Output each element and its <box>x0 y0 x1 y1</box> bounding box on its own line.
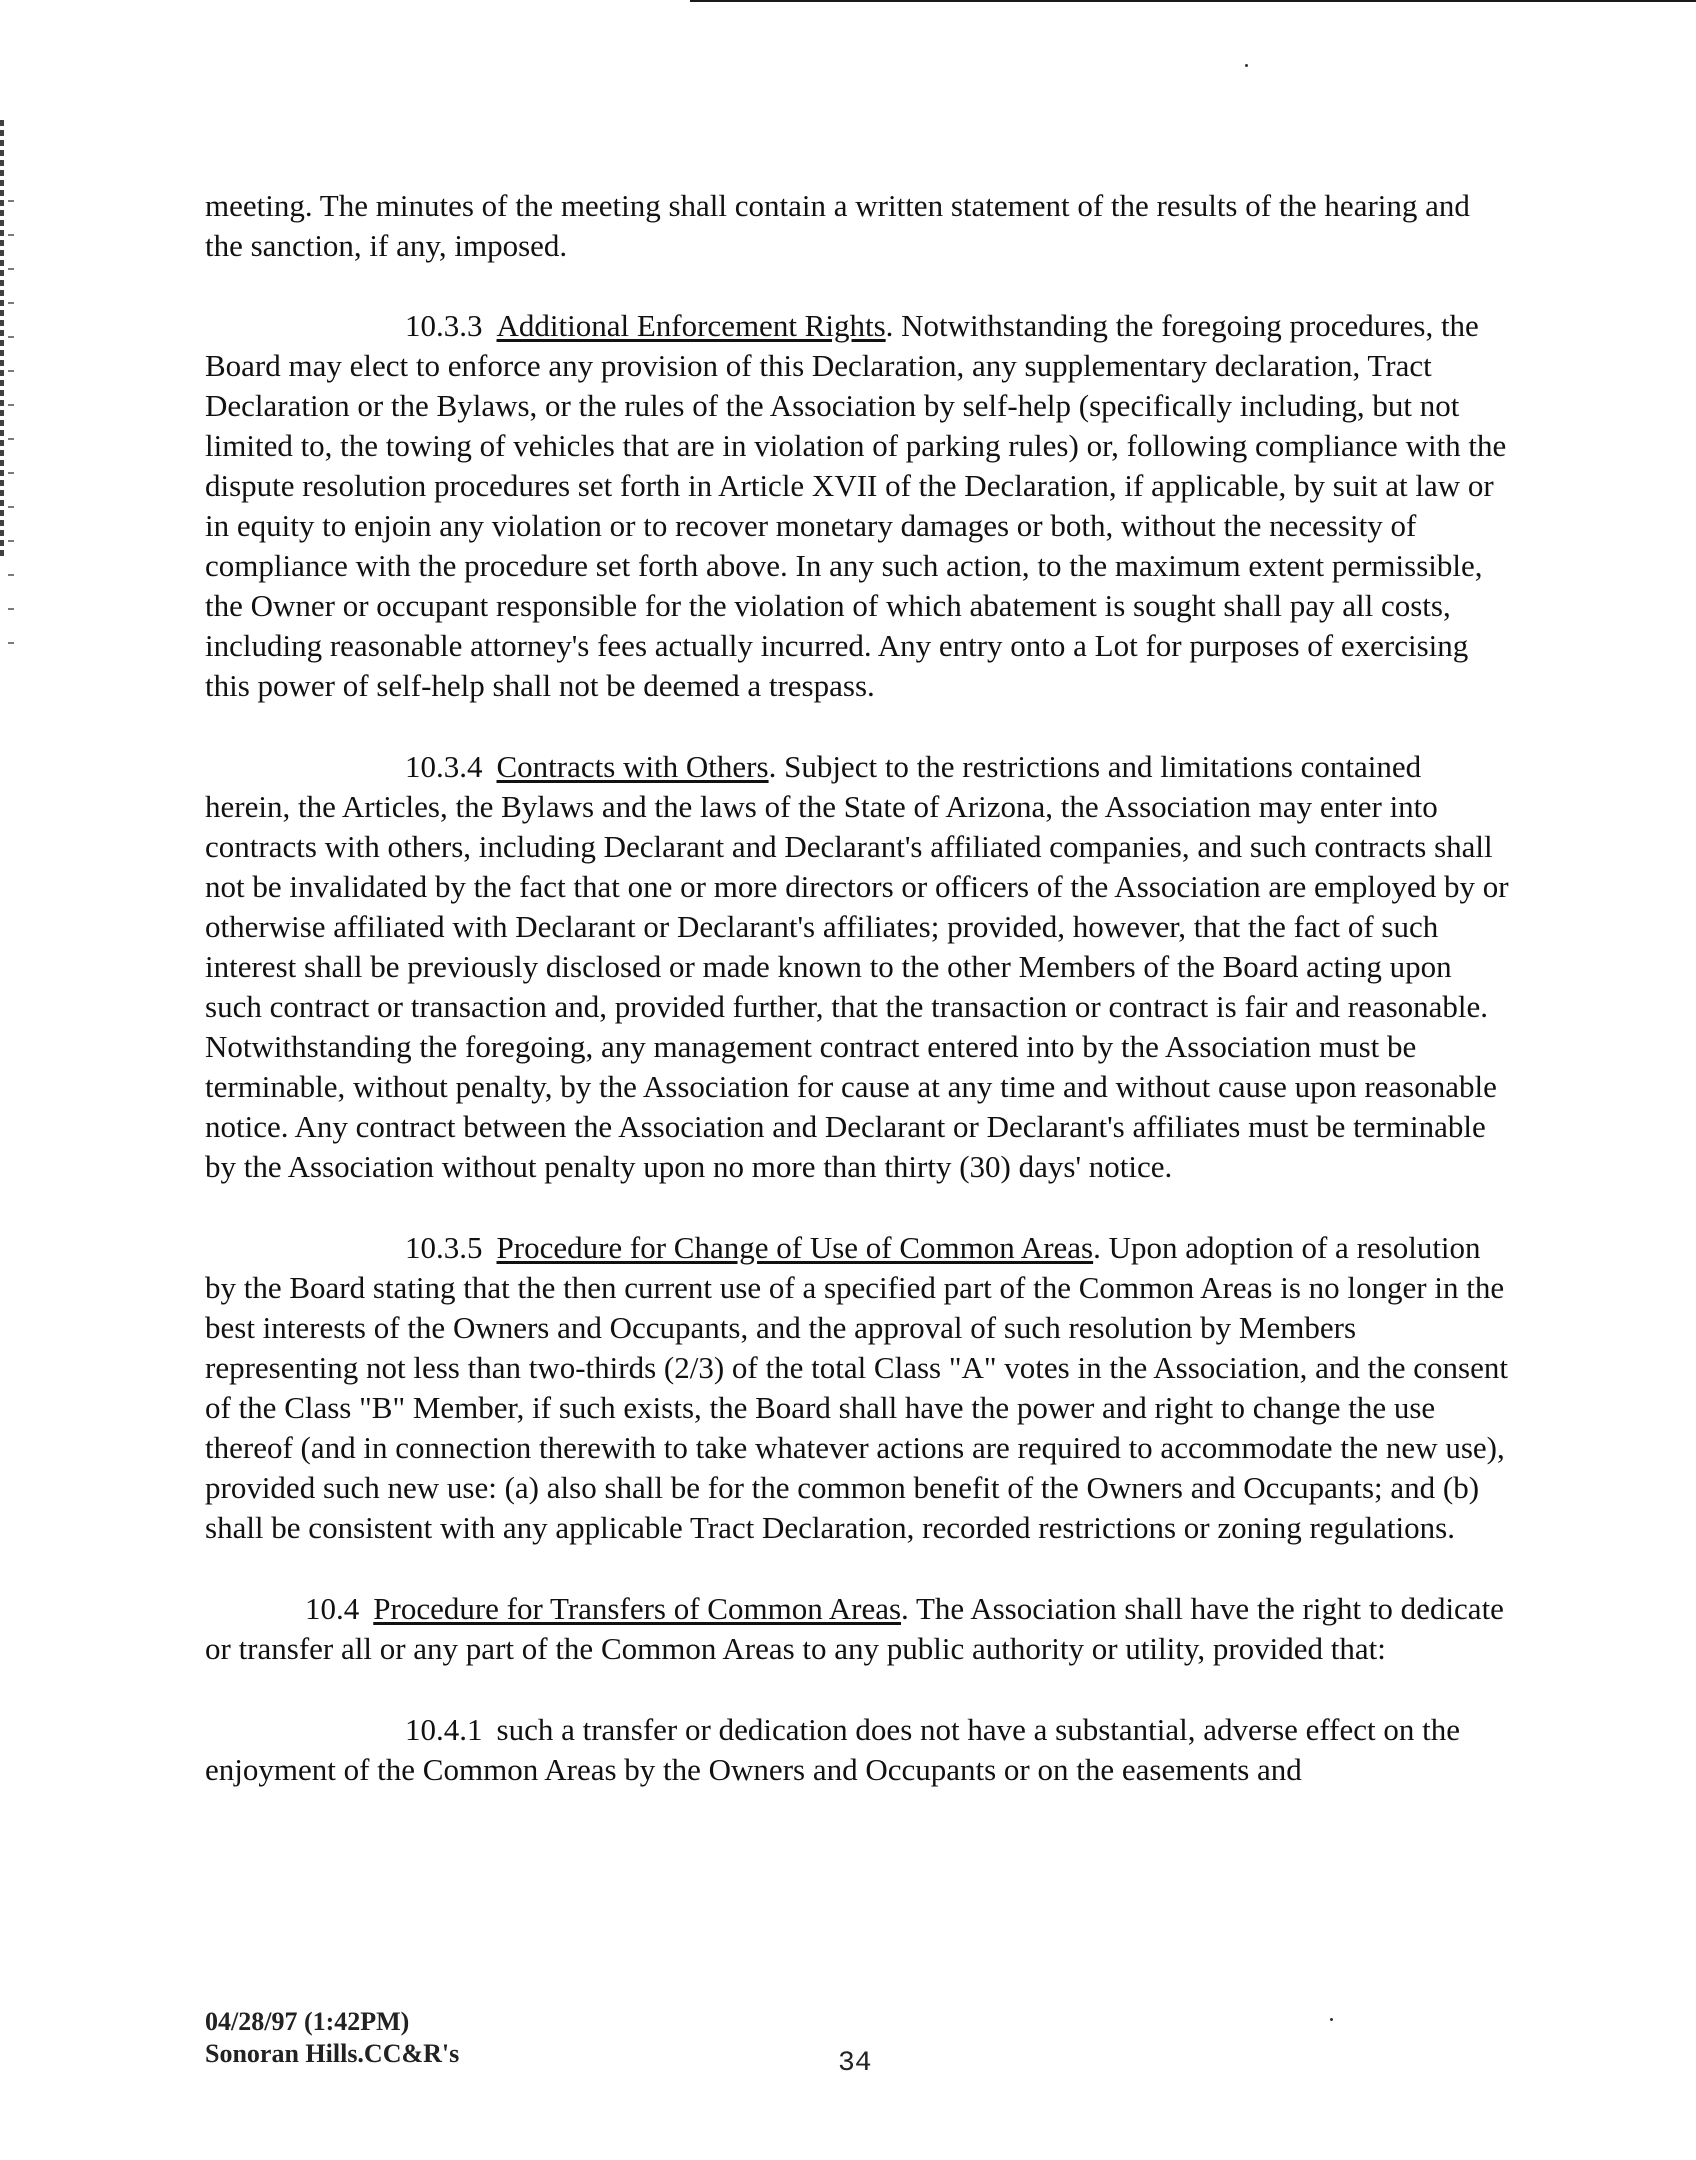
paragraph-10-4-1 <box>205 1710 1510 1790</box>
paragraph-10-3-4 <box>205 747 1510 1187</box>
section-number: 10.3.3 <box>405 308 483 343</box>
page-number: 34 <box>838 2048 872 2079</box>
section-number: 10.4 <box>305 1591 360 1626</box>
section-heading: Procedure for Transfers of Common Areas <box>373 1591 902 1626</box>
scan-left-edge-ticks <box>8 200 14 660</box>
paragraph-10-3-5 <box>205 1228 1510 1548</box>
paragraph-text: . Notwithstanding the foregoing procedures, the Board may elect to enforce any provision of this Declaration, any supplementary declaration, Tract Declaration or the Bylaws, or the rules of the Association by self-help (specifically including, but not limited to, the towing of vehicles that are in violation of parking rules) or, following compliance with the dispute resolution procedures set forth in Article XVII of the Declaration, if applicable, by suit at law or in equity to enjoin any violation or to recover monetary damages or both, without the necessity of compliance with the procedure set forth above. In any such action, to the maximum extent permissible, the Owner or occupant responsible for the violation of which abatement is sought shall pay all costs, including reasonable attorney's fees actually incurred. Any entry onto a Lot for purposes of exercising this power of self-help shall not be deemed a trespass. <box>205 308 1507 703</box>
section-heading: Contracts with Others <box>496 749 769 784</box>
section-number: 10.3.5 <box>405 1230 483 1265</box>
scan-speck <box>1245 64 1248 67</box>
paragraph-text: such a transfer or dedication does not have a substantial, adverse effect on the enjoyment of the Common Areas by the Owners and Occupants or on the easements and <box>205 1712 1461 1787</box>
scan-speck <box>1330 2018 1333 2021</box>
paragraph-10-4 <box>205 1589 1510 1669</box>
section-number: 10.3.4 <box>405 749 483 784</box>
section-heading: Additional Enforcement Rights <box>496 308 886 343</box>
paragraph-text: . The Association shall have the right to dedicate or transfer all or any part of the Common Areas to any public authority or utility, provided that: <box>205 1591 1504 1666</box>
footer-timestamp: 04/28/97 (1:42PM) <box>205 2007 410 2036</box>
section-number: 10.4.1 <box>405 1712 483 1747</box>
paragraph-meeting-continuation <box>205 186 1510 266</box>
scan-left-edge-marks <box>0 120 4 560</box>
paragraph-10-3-3 <box>205 306 1510 706</box>
footer-document-info <box>205 2006 459 2070</box>
paragraph-text: . Upon adoption of a resolution by the Board stating that the then current use of a specified part of the Common Areas is no longer in the best interests of the Owners and Occupants, and the approval of such resolution by Members representing not less than two-thirds (2/3) of the total Class "A" votes in the Association, and the consent of the Class "B" Member, if such exists, the Board shall have the power and right to change the use thereof (and in connection therewith to take whatever actions are required to accommodate the new use), provided such new use: (a) also shall be for the common benefit of the Owners and Occupants; and (b) shall be consistent with any applicable Tract Declaration, recorded restrictions or zoning regulations. <box>205 1230 1508 1545</box>
footer-filename: Sonoran Hills.CC&R's <box>205 2039 460 2068</box>
scan-top-edge-line <box>690 0 1696 2</box>
paragraph-text: meeting. The minutes of the meeting shall contain a written statement of the results of the hearing and the sanction, if any, imposed. <box>205 188 1470 263</box>
section-heading: Procedure for Change of Use of Common Areas <box>496 1230 1094 1265</box>
document-body <box>205 186 1510 1831</box>
paragraph-text: . Subject to the restrictions and limitations contained herein, the Articles, the Bylaws and the laws of the State of Arizona, the Association may enter into contracts with others, including Declarant and Declarant's affiliated companies, and such contracts shall not be invalidated by the fact that one or more directors or officers of the Association are employed by or otherwise affiliated with Declarant or Declarant's affiliates; provided, however, that the fact of such interest shall be previously disclosed or made known to the other Members of the Board acting upon such contract or transaction and, provided further, that the transaction or contract is fair and reasonable. Notwithstanding the foregoing, any management contract entered into by the Association must be terminable, without penalty, by the Association for cause at any time and without cause upon reasonable notice. Any contract between the Association and Declarant or Declarant's affiliates must be terminable by the Association without penalty upon no more than thirty (30) days' notice. <box>205 749 1509 1184</box>
